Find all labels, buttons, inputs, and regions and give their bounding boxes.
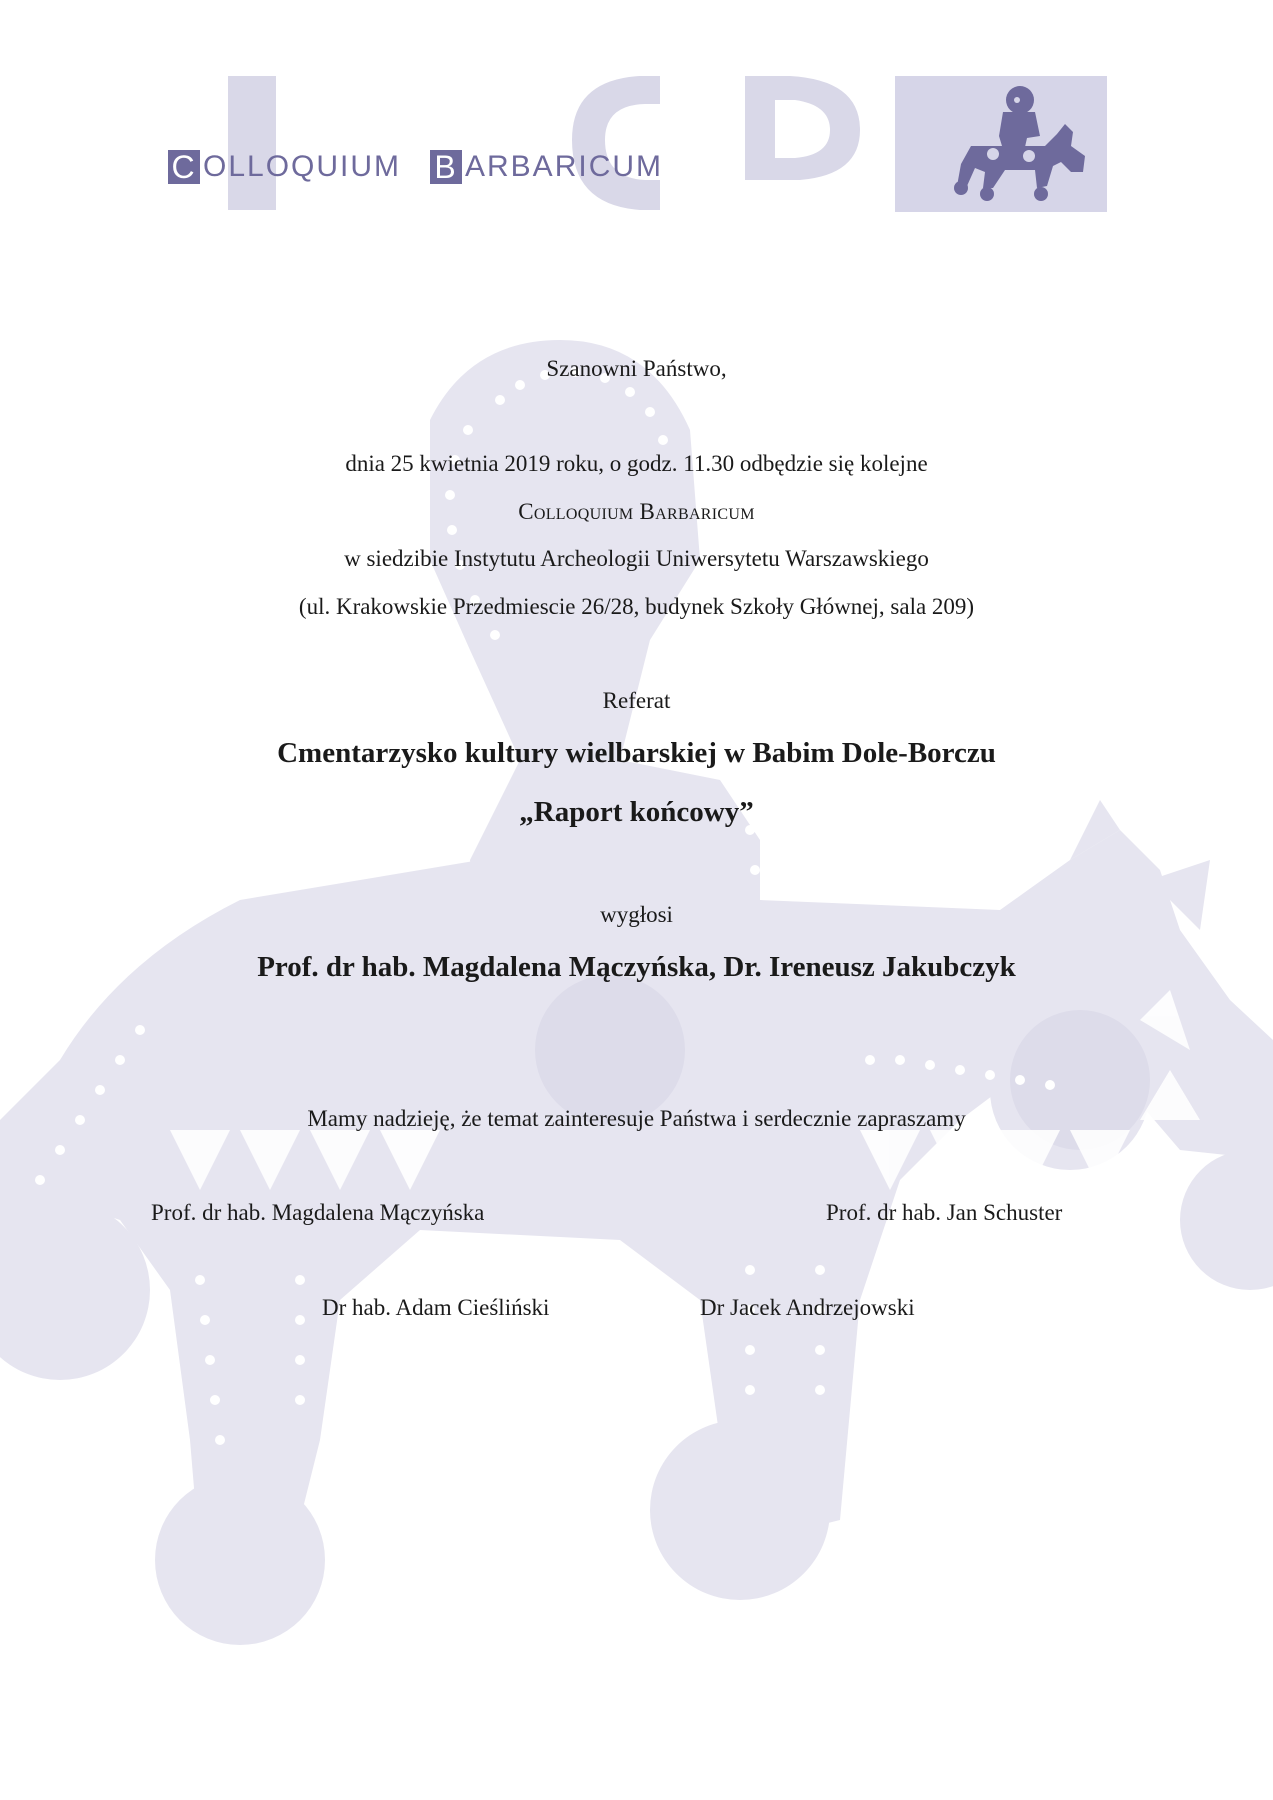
brand-barbaricum bbox=[430, 150, 663, 184]
speaker-label: wygłosi bbox=[600, 902, 673, 927]
announcement-line: dnia 25 kwietnia 2019 roku, o godz. 11.30 odbędzie się kolejne bbox=[345, 451, 928, 476]
horse-rider-icon bbox=[895, 76, 1107, 212]
location-line: w siedzibie Instytutu Archeologii Uniwersytetu Warszawskiego bbox=[344, 546, 929, 571]
signature-top-right: Prof. dr hab. Jan Schuster bbox=[826, 1200, 1063, 1225]
signature-bottom-left: Dr hab. Adam Cieśliński bbox=[322, 1295, 550, 1320]
address-line: (ul. Krakowskie Przedmiescie 26/28, budynek Szkoły Głównej, sala 209) bbox=[298, 594, 975, 619]
brand-colloquium-rest: OLLOQUIUM bbox=[203, 150, 402, 183]
event-name: Colloquium Barbaricum bbox=[518, 499, 755, 524]
brand-colloquium bbox=[168, 150, 401, 184]
closing-line: Mamy nadzieję, że temat zainteresuje Państwa i serdecznie zapraszamy bbox=[307, 1106, 966, 1131]
signature-bottom-right: Dr Jacek Andrzejowski bbox=[700, 1295, 915, 1320]
lecture-subtitle: „Raport końcowy” bbox=[519, 796, 754, 828]
signature-top-left: Prof. dr hab. Magdalena Mączyńska bbox=[151, 1200, 485, 1225]
lecture-title: Cmentarzysko kultury wielbarskiej w Babim Dole-Borczu bbox=[277, 737, 996, 769]
brand-barbaricum-rest: ARBARICUM bbox=[465, 150, 664, 183]
brand-barbaricum-initial: B bbox=[430, 150, 462, 184]
lecture-label: Referat bbox=[602, 688, 671, 713]
brand-colloquium-initial: C bbox=[168, 150, 200, 184]
speakers: Prof. dr hab. Magdalena Mączyńska, Dr. Ireneusz Jakubczyk bbox=[257, 951, 1016, 983]
salutation: Szanowni Państwo, bbox=[546, 356, 727, 381]
